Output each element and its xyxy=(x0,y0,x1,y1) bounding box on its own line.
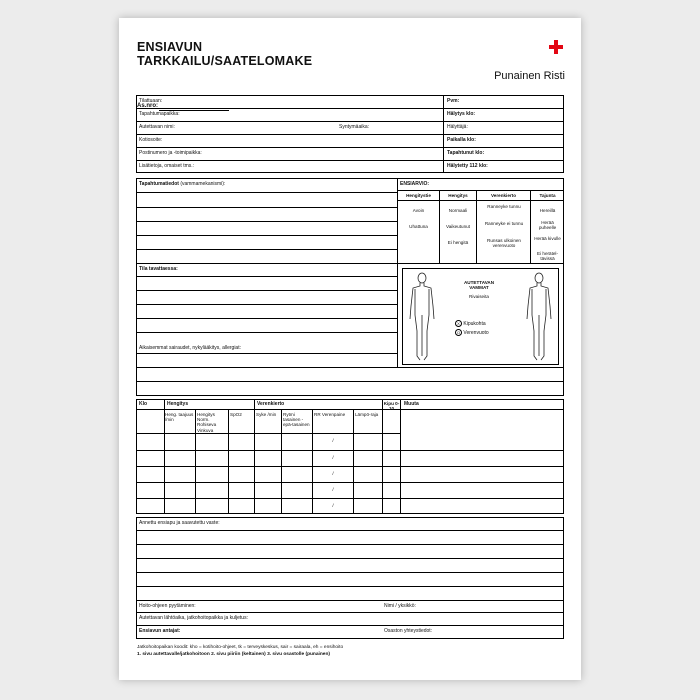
assessment-option[interactable]: Ranneyke ei tunnu xyxy=(484,221,524,226)
history-label[interactable]: Aikaisemmat sairaudet, nykylääkitys, allergiat: xyxy=(139,345,241,351)
red-cross-icon xyxy=(549,40,563,54)
bp-slash: / xyxy=(332,503,334,508)
body-chart-sub: Rivaiseita xyxy=(469,294,489,299)
112-time-label[interactable]: Hälytetty 112 klo: xyxy=(447,163,488,169)
assessment-header: Hengitys xyxy=(448,193,468,198)
body-chart-title: AUTETTAVAN VAMMAT xyxy=(463,280,495,291)
state-label[interactable]: Tila tavattaessa: xyxy=(139,266,178,272)
body-front-figure xyxy=(407,271,437,363)
aid-givers-label[interactable]: Ensiavun antajat: xyxy=(139,628,181,634)
vitals-subheader: Heng. taajuus /min xyxy=(165,412,194,423)
assessment-option[interactable]: Ei hengitä xyxy=(447,240,469,245)
vitals-subheader: RR Verenpaine xyxy=(314,412,346,417)
arrival-time-label[interactable]: Paikalla klo: xyxy=(447,137,476,143)
assessment-header: Tajunta xyxy=(539,193,556,198)
date-label[interactable]: Pvm: xyxy=(447,98,460,104)
alarmer-label[interactable]: Hälyttäjä: xyxy=(447,124,468,130)
bleeding-marker-icon: O xyxy=(456,330,461,335)
departure-label[interactable]: Autettavan lähtöaika, jatkohoitopaikka ja kuljetus: xyxy=(139,615,248,621)
vitals-subheader: Hengitys Norm. Rohiseva Vinkuva xyxy=(197,412,217,433)
vitals-header-pain: Kipu 0-10 xyxy=(383,401,400,412)
assessment-header: Verenkierto xyxy=(490,193,517,198)
assessment-option[interactable]: Avoin xyxy=(412,208,425,213)
info-label[interactable]: Postinumero ja -toimipaikka: xyxy=(139,150,202,156)
assessment-option[interactable]: Runsas ulkoinen verenvuoto xyxy=(487,238,521,249)
brand-name: Punainen Risti xyxy=(494,70,565,82)
assessment-option[interactable]: Ranneyke tunnu xyxy=(487,204,521,209)
info-label[interactable]: Lisätietoja, omaiset tms.: xyxy=(139,163,195,169)
birthdate-label[interactable]: Syntymäaika: xyxy=(339,124,370,130)
info-label[interactable]: Autettavan nimi: xyxy=(139,124,175,130)
form-title: ENSIAVUN TARKKAILU/SAATELOMAKE xyxy=(137,40,313,68)
bp-slash: / xyxy=(332,455,334,460)
name-unit-label[interactable]: Nimi / yksikkö: xyxy=(384,603,416,609)
vitals-subheader: Syke /min xyxy=(256,412,277,417)
info-label[interactable]: Kotiosoite: xyxy=(139,137,163,143)
footer-codes: Jatkohoitopaikan koodit: kho = kotihoito-ohjeet, tk = terveyskeskus, sair = sairaala, eh = ensihoito xyxy=(137,645,344,650)
vitals-subheader: Lämpö-raja xyxy=(355,412,379,417)
legend-bleeding: O Verenvuoto xyxy=(456,330,489,336)
legend-pain: X Kipukohta xyxy=(455,320,486,327)
vitals-header-time: Klo xyxy=(139,401,148,407)
event-time-label[interactable]: Tapahtunut klo: xyxy=(447,150,485,156)
form-sheet xyxy=(119,18,581,680)
footer-copies: 1. sivu autettavalle/jatkohoitoon 2. sivu piiriin (keltainen) 3. sivu osastolle (punainen) xyxy=(137,652,330,657)
as-nro-label: As.nro: xyxy=(137,103,158,109)
vitals-subheader: SpO2 xyxy=(230,412,242,417)
alarm-time-label[interactable]: Hälytys klo: xyxy=(447,111,476,117)
assessment-option[interactable]: Herää puheelle xyxy=(538,220,557,231)
assessment-option[interactable]: Uhattuna xyxy=(409,224,428,229)
info-label[interactable]: Tilattuaan: xyxy=(139,98,163,104)
unit-contact-label[interactable]: Osaston yhteystiedot: xyxy=(384,628,433,634)
bp-slash: / xyxy=(332,438,334,443)
given-aid-label[interactable]: Annettu ensiapu ja saavutettu vaste: xyxy=(139,520,220,526)
assessment-title: ENSIARVIO: xyxy=(400,181,430,187)
vitals-header-other: Muuta xyxy=(404,401,419,407)
info-label[interactable]: Tapahtumapaikka: xyxy=(139,111,180,117)
body-back-figure xyxy=(524,271,554,363)
bp-slash: / xyxy=(332,487,334,492)
assessment-option[interactable]: Herää kivulle xyxy=(534,236,561,241)
assessment-header: Hengitystie xyxy=(406,193,431,198)
pain-marker-icon: X xyxy=(455,320,462,327)
vitals-subheader: Rytmi tasainen - epä-tasainen xyxy=(283,412,310,428)
assessment-option[interactable]: Ei herätel-tävissä xyxy=(537,251,558,262)
events-label[interactable]: Tapahtumatiedot (vammamekanismi): xyxy=(139,181,226,187)
vitals-header-breathing: Hengitys xyxy=(167,401,189,407)
assessment-option[interactable]: Hereillä xyxy=(539,208,556,213)
vitals-header-circulation: Verenkierto xyxy=(257,401,285,407)
bp-slash: / xyxy=(332,471,334,476)
care-instructions-label[interactable]: Hoito-ohjeen pyytäminen: xyxy=(139,603,196,609)
assessment-option[interactable]: Vaikeutunut xyxy=(446,224,470,229)
assessment-option[interactable]: Normaali xyxy=(448,208,468,213)
